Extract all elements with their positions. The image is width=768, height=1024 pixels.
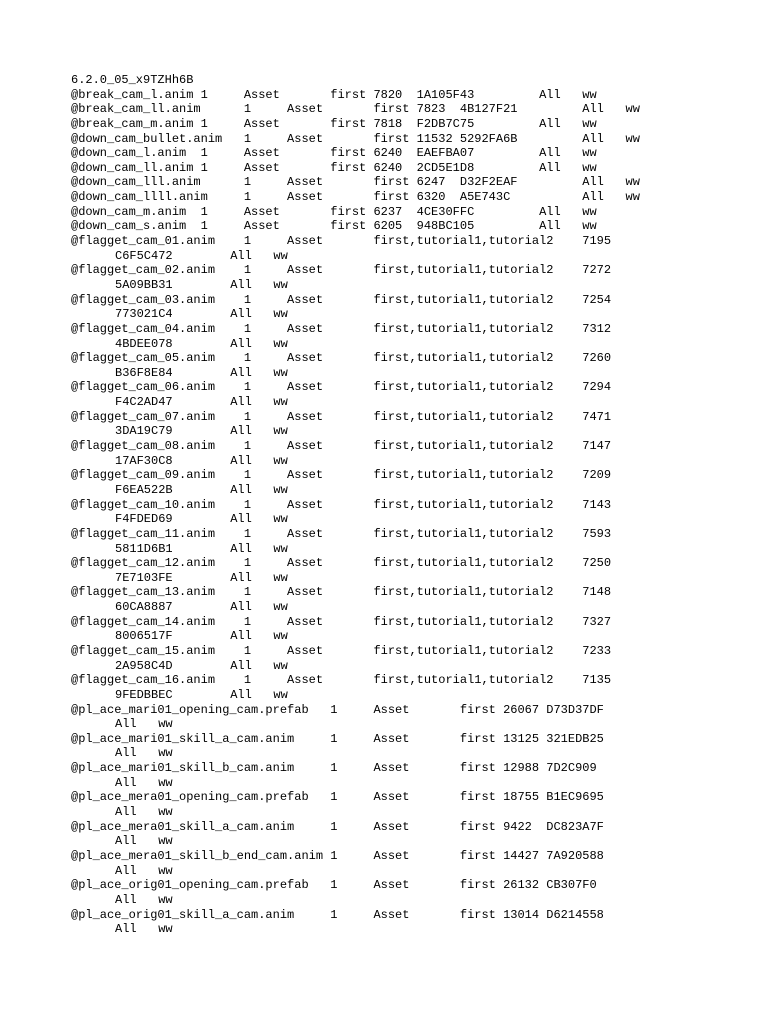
version-header: 6.2.0_05_x9TZHh6B xyxy=(71,73,194,87)
asset-line-continuation: F4C2AD47 All ww xyxy=(115,395,288,410)
asset-line-continuation: 8006517F All ww xyxy=(115,629,288,644)
asset-line: @break_cam_ll.anim 1 Asset first 7823 4B127F21 All ww xyxy=(71,102,640,117)
asset-line: @pl_ace_mera01_opening_cam.prefab 1 Asset first 18755 B1EC9695 xyxy=(71,790,604,805)
asset-line-continuation: 773021C4 All ww xyxy=(115,307,288,322)
asset-line-continuation: All ww xyxy=(115,863,173,878)
asset-line: @down_cam_l.anim 1 Asset first 6240 EAEFBA07 All ww xyxy=(71,146,597,161)
asset-line: @down_cam_llll.anim 1 Asset first 6320 A5E743C All ww xyxy=(71,190,640,205)
asset-line: @break_cam_m.anim 1 Asset first 7818 F2DB7C75 All ww xyxy=(71,116,597,131)
asset-line-continuation: B36F8E84 All ww xyxy=(115,365,288,380)
asset-line-continuation: 60CA8887 All ww xyxy=(115,600,288,615)
asset-line-continuation: C6F5C472 All ww xyxy=(115,248,288,263)
asset-line: @down_cam_m.anim 1 Asset first 6237 4CE30FFC All ww xyxy=(71,204,597,219)
asset-line: @flagget_cam_13.anim 1 Asset first,tutorial1,tutorial2 7148 xyxy=(71,585,612,600)
asset-line: @flagget_cam_06.anim 1 Asset first,tutorial1,tutorial2 7294 xyxy=(71,380,612,395)
asset-line-continuation: 3DA19C79 All ww xyxy=(115,424,288,439)
asset-line: @flagget_cam_04.anim 1 Asset first,tutorial1,tutorial2 7312 xyxy=(71,321,612,336)
asset-line: @pl_ace_orig01_opening_cam.prefab 1 Asset first 26132 CB307F0 xyxy=(71,878,597,893)
asset-listing xyxy=(71,73,761,937)
asset-line: @flagget_cam_08.anim 1 Asset first,tutorial1,tutorial2 7147 xyxy=(71,439,612,454)
asset-line-continuation: All ww xyxy=(115,834,173,849)
asset-line-continuation: 2A958C4D All ww xyxy=(115,658,288,673)
asset-line: @flagget_cam_15.anim 1 Asset first,tutorial1,tutorial2 7233 xyxy=(71,643,612,658)
asset-line: @pl_ace_mera01_skill_b_end_cam.anim 1 Asset first 14427 7A920588 xyxy=(71,848,604,863)
asset-line-continuation: 17AF30C8 All ww xyxy=(115,453,288,468)
asset-line-continuation: All ww xyxy=(115,746,173,761)
asset-line: @flagget_cam_11.anim 1 Asset first,tutorial1,tutorial2 7593 xyxy=(71,526,612,541)
asset-line-continuation: 4BDEE078 All ww xyxy=(115,336,288,351)
asset-line: @pl_ace_orig01_skill_a_cam.anim 1 Asset first 13014 D6214558 xyxy=(71,907,604,922)
asset-line: @down_cam_lll.anim 1 Asset first 6247 D32F2EAF All ww xyxy=(71,175,640,190)
asset-line: @flagget_cam_09.anim 1 Asset first,tutorial1,tutorial2 7209 xyxy=(71,468,612,483)
asset-line: @flagget_cam_03.anim 1 Asset first,tutorial1,tutorial2 7254 xyxy=(71,292,612,307)
asset-line: @down_cam_s.anim 1 Asset first 6205 948BC105 All ww xyxy=(71,219,597,234)
asset-line: @flagget_cam_07.anim 1 Asset first,tutorial1,tutorial2 7471 xyxy=(71,409,612,424)
asset-line-continuation: 9FEDBBEC All ww xyxy=(115,687,288,702)
asset-line-continuation: F4FDED69 All ww xyxy=(115,512,288,527)
asset-line-continuation: All ww xyxy=(115,717,173,732)
asset-line-continuation: 5A09BB31 All ww xyxy=(115,277,288,292)
asset-line-continuation: All ww xyxy=(115,775,173,790)
asset-line-continuation: All ww xyxy=(115,805,173,820)
asset-line: @break_cam_l.anim 1 Asset first 7820 1A105F43 All ww xyxy=(71,87,597,102)
asset-line-continuation: All ww xyxy=(115,892,173,907)
asset-line: @pl_ace_mari01_opening_cam.prefab 1 Asset first 26067 D73D37DF xyxy=(71,702,604,717)
asset-line-continuation: 7E7103FE All ww xyxy=(115,570,288,585)
asset-line: @flagget_cam_16.anim 1 Asset first,tutorial1,tutorial2 7135 xyxy=(71,673,612,688)
asset-line-continuation: 5811D6B1 All ww xyxy=(115,541,288,556)
asset-lines xyxy=(71,88,761,937)
asset-line: @flagget_cam_14.anim 1 Asset first,tutorial1,tutorial2 7327 xyxy=(71,614,612,629)
asset-line: @flagget_cam_01.anim 1 Asset first,tutorial1,tutorial2 7195 xyxy=(71,234,612,249)
asset-line: @flagget_cam_10.anim 1 Asset first,tutorial1,tutorial2 7143 xyxy=(71,497,612,512)
asset-line-continuation: All ww xyxy=(115,922,173,937)
asset-line: @flagget_cam_02.anim 1 Asset first,tutorial1,tutorial2 7272 xyxy=(71,263,612,278)
asset-line: @down_cam_ll.anim 1 Asset first 6240 2CD5E1D8 All ww xyxy=(71,160,597,175)
asset-line: @pl_ace_mari01_skill_b_cam.anim 1 Asset first 12988 7D2C909 xyxy=(71,761,597,776)
asset-line: @pl_ace_mari01_skill_a_cam.anim 1 Asset first 13125 321EDB25 xyxy=(71,731,604,746)
asset-line-continuation: F6EA522B All ww xyxy=(115,482,288,497)
asset-line: @down_cam_bullet.anim 1 Asset first 11532 5292FA6B All ww xyxy=(71,131,640,146)
asset-line: @flagget_cam_05.anim 1 Asset first,tutorial1,tutorial2 7260 xyxy=(71,351,612,366)
asset-line: @pl_ace_mera01_skill_a_cam.anim 1 Asset first 9422 DC823A7F xyxy=(71,819,604,834)
asset-line: @flagget_cam_12.anim 1 Asset first,tutorial1,tutorial2 7250 xyxy=(71,556,612,571)
